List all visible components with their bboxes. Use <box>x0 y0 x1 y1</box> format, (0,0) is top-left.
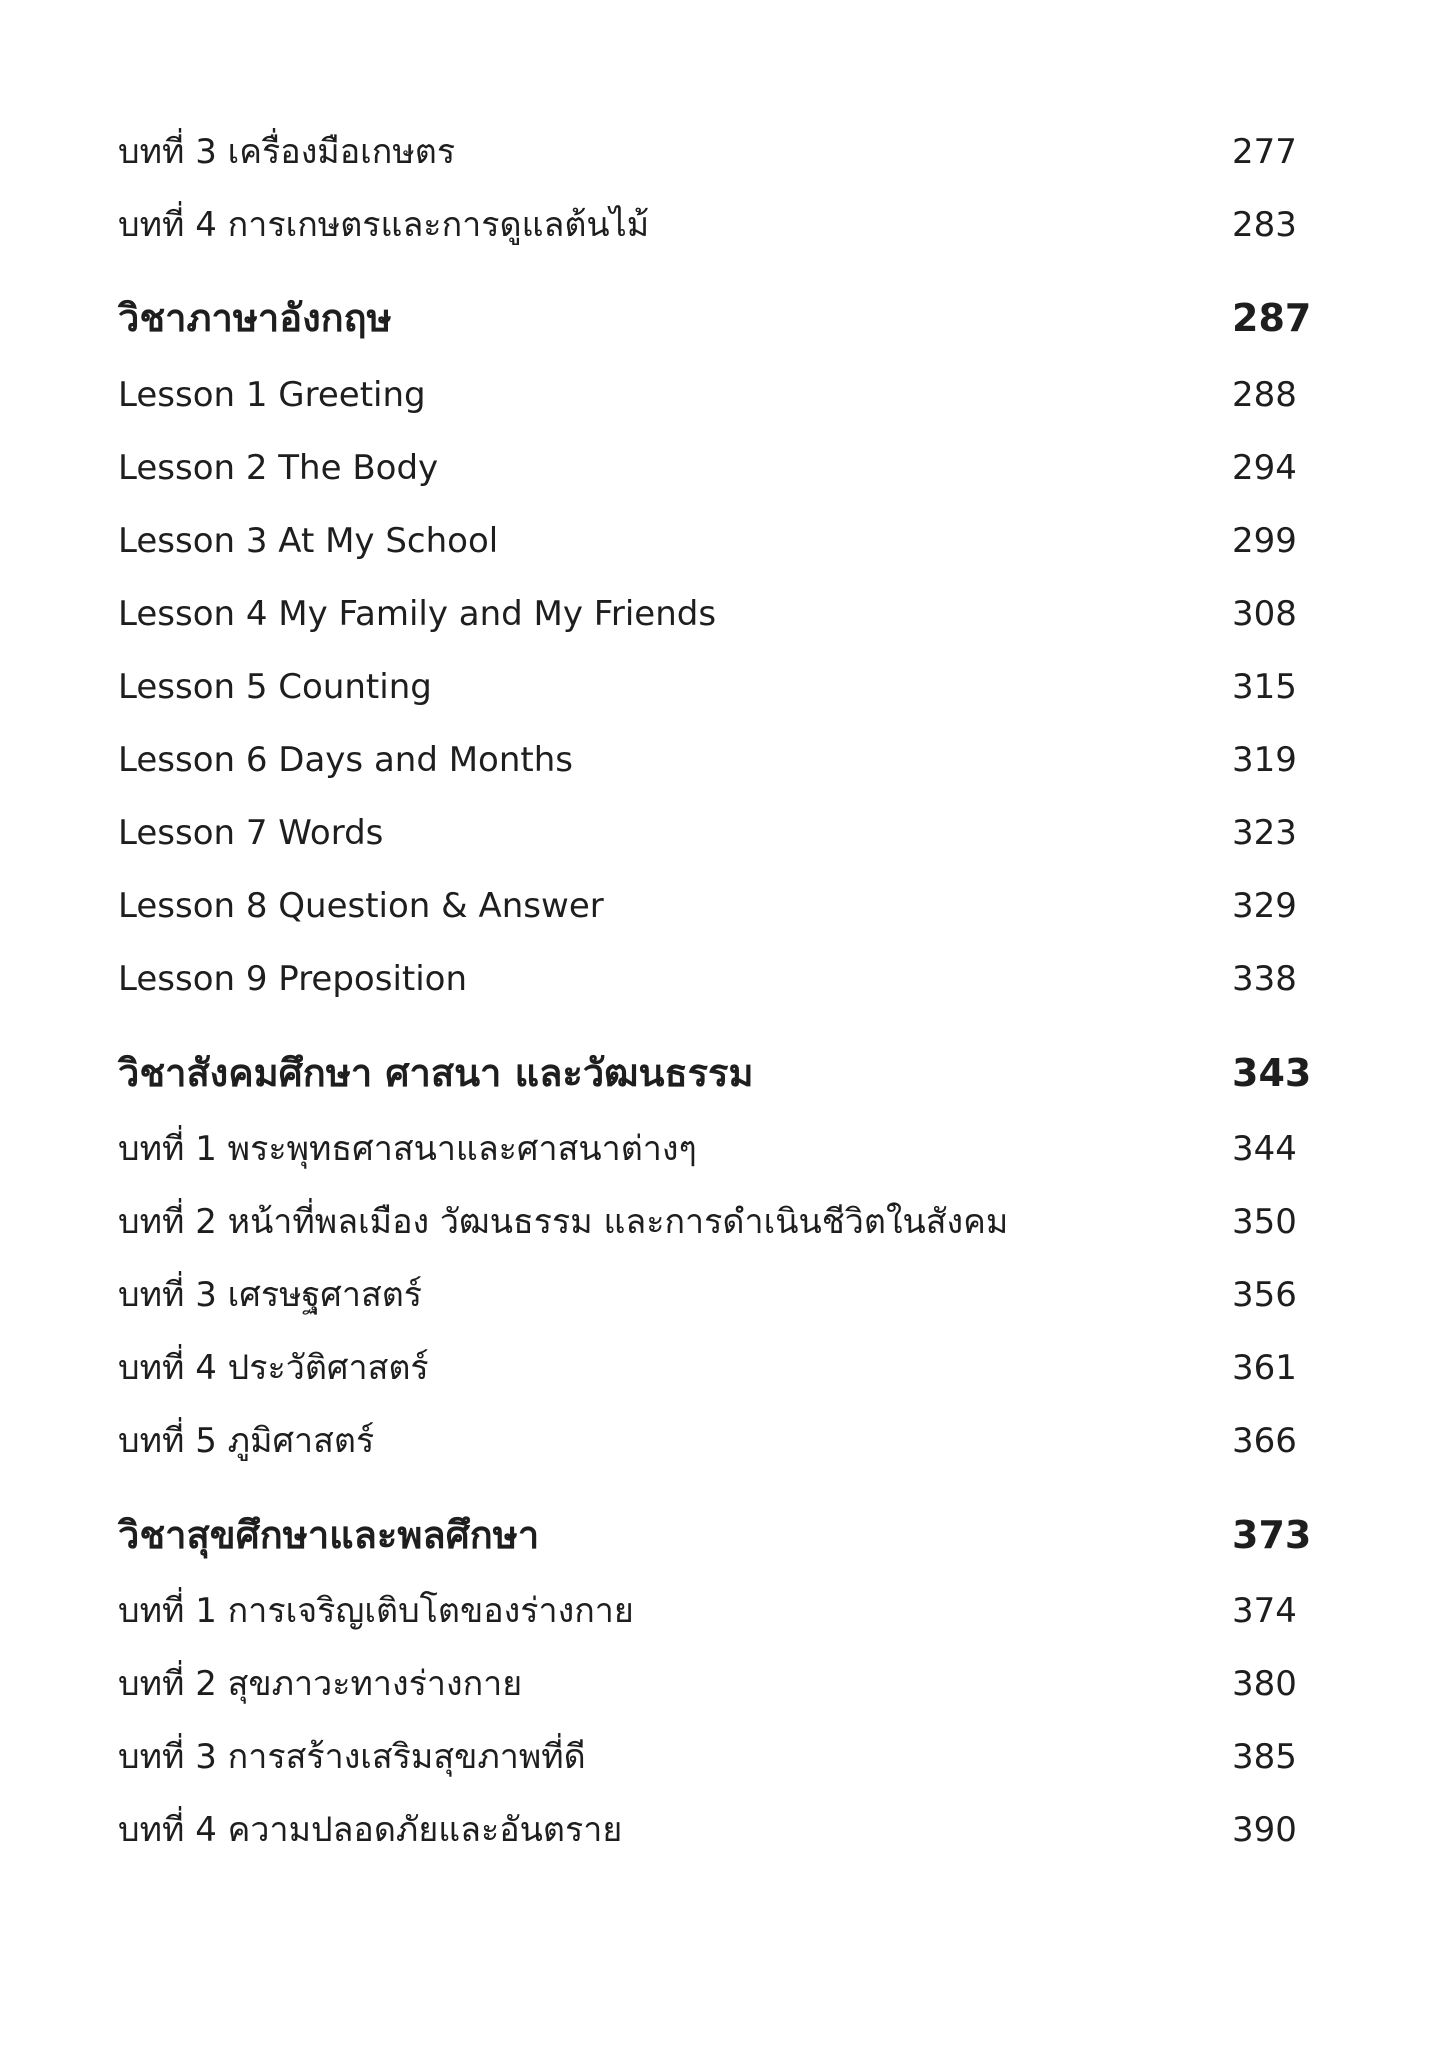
page-number: 329 <box>1232 886 1297 926</box>
toc-entry <box>0 438 1455 498</box>
entry-title: Lesson 4 My Family and My Friends <box>118 594 717 634</box>
section-title: วิชาสังคมศึกษา ศาสนา และวัฒนธรรม <box>118 1051 754 1095</box>
page-number: 308 <box>1232 594 1297 634</box>
entry-title: บทที่ 2 หน้าที่พลเมือง วัฒนธรรม และการดำเนินชีวิตในสังคม <box>118 1202 1009 1242</box>
entry-title: Lesson 3 At My School <box>118 521 499 561</box>
toc-section-heading <box>0 288 1455 348</box>
entry-title: บทที่ 1 การเจริญเติบโตของร่างกาย <box>118 1591 634 1631</box>
entry-title: บทที่ 4 การเกษตรและการดูแลต้นไม้ <box>118 205 650 245</box>
page-number: 283 <box>1232 205 1297 245</box>
entry-title: Lesson 6 Days and Months <box>118 740 573 780</box>
page-number: 315 <box>1232 667 1297 707</box>
toc-entry <box>0 1654 1455 1714</box>
toc-entry <box>0 1192 1455 1252</box>
entry-title: บทที่ 1 พระพุทธศาสนาและศาสนาต่างๆ <box>118 1129 697 1169</box>
entry-title: Lesson 8 Question & Answer <box>118 886 604 926</box>
toc-entry <box>0 584 1455 644</box>
entry-title: Lesson 2 The Body <box>118 448 439 488</box>
page-number: 344 <box>1232 1129 1297 1169</box>
toc-entry <box>0 1800 1455 1860</box>
toc-section-heading <box>0 1505 1455 1565</box>
page-number: 373 <box>1232 1513 1312 1557</box>
toc-entry <box>0 876 1455 936</box>
page-number: 385 <box>1232 1737 1297 1777</box>
toc-section-heading <box>0 1043 1455 1103</box>
entry-title: Lesson 7 Words <box>118 813 384 853</box>
toc-entry <box>0 195 1455 255</box>
page-number: 277 <box>1232 132 1297 172</box>
entry-title: บทที่ 3 การสร้างเสริมสุขภาพที่ดี <box>118 1737 586 1777</box>
page-number: 390 <box>1232 1810 1297 1850</box>
entry-title: บทที่ 2 สุขภาวะทางร่างกาย <box>118 1664 523 1704</box>
page-number: 338 <box>1232 959 1297 999</box>
page-number: 319 <box>1232 740 1297 780</box>
entry-title: บทที่ 4 ความปลอดภัยและอันตราย <box>118 1810 623 1850</box>
entry-title: บทที่ 5 ภูมิศาสตร์ <box>118 1421 375 1461</box>
page-number: 366 <box>1232 1421 1297 1461</box>
toc-entry <box>0 730 1455 790</box>
page-number: 356 <box>1232 1275 1297 1315</box>
section-title: วิชาสุขศึกษาและพลศึกษา <box>118 1513 540 1557</box>
page-number: 361 <box>1232 1348 1297 1388</box>
toc-entry <box>0 511 1455 571</box>
toc-entry <box>0 1581 1455 1641</box>
entry-title: Lesson 1 Greeting <box>118 375 426 415</box>
page-number: 374 <box>1232 1591 1297 1631</box>
page-number: 343 <box>1232 1051 1312 1095</box>
entry-title: บทที่ 3 เครื่องมือเกษตร <box>118 132 456 172</box>
toc-entry <box>0 949 1455 1009</box>
toc-entry <box>0 803 1455 863</box>
toc-entry <box>0 657 1455 717</box>
toc-entry <box>0 1265 1455 1325</box>
page-number: 299 <box>1232 521 1297 561</box>
section-title: วิชาภาษาอังกฤษ <box>118 296 392 340</box>
page-number: 380 <box>1232 1664 1297 1704</box>
toc-entry <box>0 1338 1455 1398</box>
entry-title: บทที่ 3 เศรษฐศาสตร์ <box>118 1275 423 1315</box>
page-number: 288 <box>1232 375 1297 415</box>
page-number: 287 <box>1232 296 1312 340</box>
toc-entry <box>0 365 1455 425</box>
toc-entry <box>0 122 1455 182</box>
toc-entry <box>0 1119 1455 1179</box>
entry-title: Lesson 9 Preposition <box>118 959 468 999</box>
page-number: 350 <box>1232 1202 1297 1242</box>
page-number: 323 <box>1232 813 1297 853</box>
entry-title: Lesson 5 Counting <box>118 667 432 707</box>
entry-title: บทที่ 4 ประวัติศาสตร์ <box>118 1348 429 1388</box>
page-number: 294 <box>1232 448 1297 488</box>
toc-entry <box>0 1727 1455 1787</box>
toc-entry <box>0 1411 1455 1471</box>
